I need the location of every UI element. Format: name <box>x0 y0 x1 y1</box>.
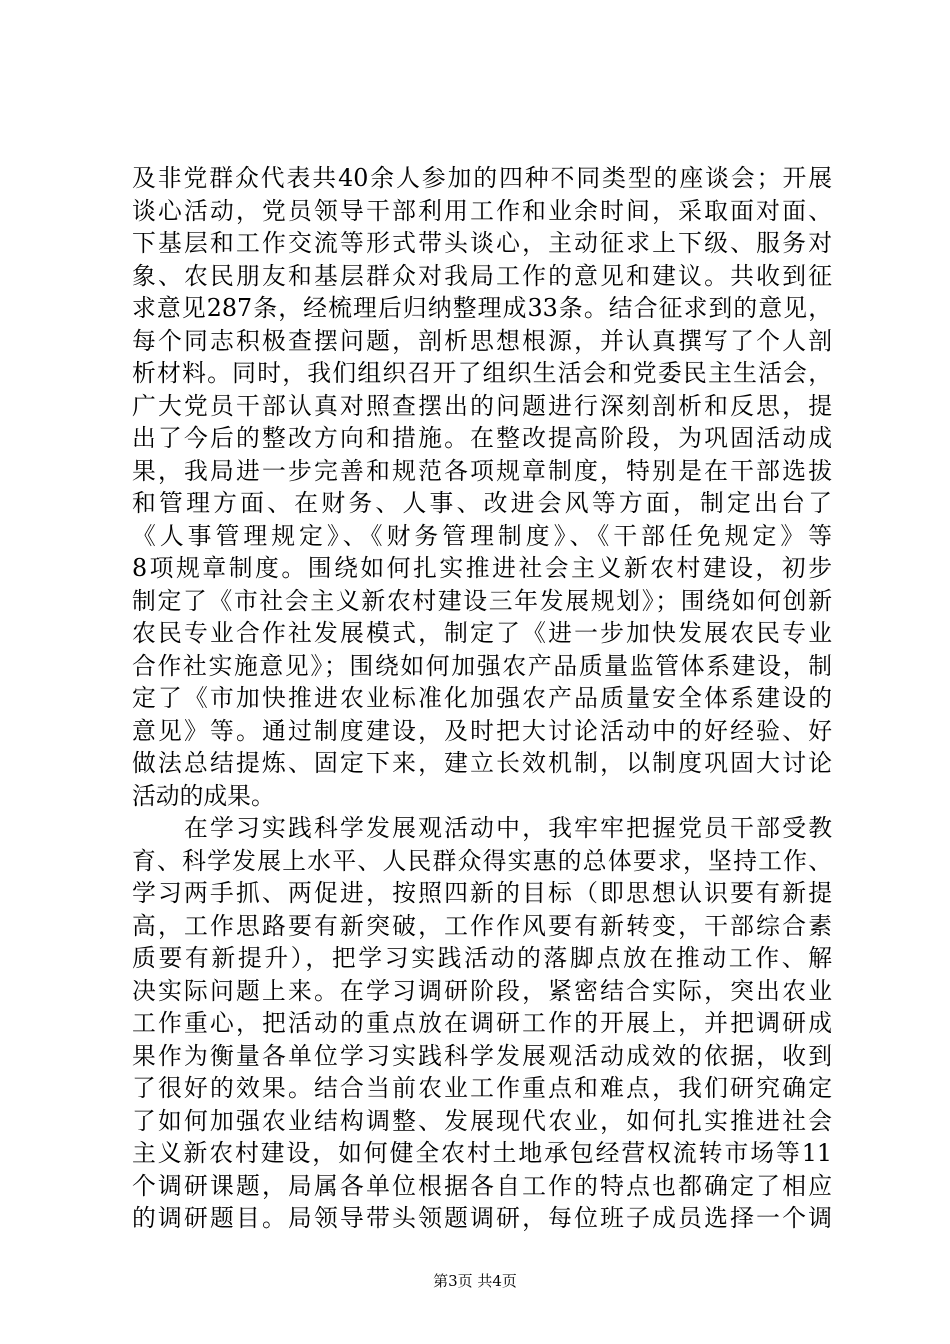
text-line: 果作为衡量各单位学习实践科学发展观活动成效的依据，收到 <box>132 1041 832 1070</box>
text-line: 意见》等。通过制度建设，及时把大讨论活动中的好经验、好 <box>132 716 832 745</box>
text-line: 合作社实施意见》；围绕如何加强农产品质量监管体系建设，制 <box>132 651 832 680</box>
text-line: 果，我局进一步完善和规范各项规章制度，特别是在干部选拔 <box>132 456 832 485</box>
text-line: 析材料。同时，我们组织召开了组织生活会和党委民主生活会， <box>132 359 832 387</box>
text-line: 广大党员干部认真对照查摆出的问题进行深刻剖析和反思，提 <box>132 391 832 420</box>
text-line: 了很好的效果。结合当前农业工作重点和难点，我们研究确定 <box>132 1074 832 1102</box>
text-line: 谈心活动，党员领导干部利用工作和业余时间，采取面对面、 <box>132 196 832 225</box>
text-line: 农民专业合作社发展模式，制定了《进一步加快发展农民专业 <box>132 619 832 647</box>
text-line: 《人事管理规定》、《财务管理制度》、《干部任免规定》等 <box>132 521 832 550</box>
text-line: 8项规章制度。围绕如何扎实推进社会主义新农村建设，初步 <box>132 554 832 582</box>
text-line: 决实际问题上来。在学习调研阶段，紧密结合实际，突出农业 <box>132 976 832 1005</box>
text-line: 求意见287条，经梳理后归纳整理成33条。结合征求到的意见， <box>132 294 832 322</box>
text-line: 高，工作思路要有新突破，工作作风要有新转变，干部综合素 <box>132 911 832 940</box>
text-line: 及非党群众代表共40余人参加的四种不同类型的座谈会；开展 <box>132 164 832 192</box>
text-line: 学习两手抓、两促进，按照四新的目标（即思想认识要有新提 <box>132 879 832 907</box>
text-line: 做法总结提炼、固定下来，建立长效机制，以制度巩固大讨论 <box>132 749 832 777</box>
page-footer: 第3页 共4页 <box>433 1272 517 1290</box>
text-line: 育、科学发展上水平、人民群众得实惠的总体要求，坚持工作、 <box>132 846 832 875</box>
text-line: 出了今后的整改方向和措施。在整改提高阶段，为巩固活动成 <box>132 424 832 452</box>
text-line: 定了《市加快推进农业标准化加强农产品质量安全体系建设的 <box>132 684 832 712</box>
text-line: 每个同志积极查摆问题，剖析思想根源，并认真撰写了个人剖 <box>132 326 832 355</box>
text-line: 了如何加强农业结构调整、发展现代农业，如何扎实推进社会 <box>132 1106 832 1135</box>
text-line: 活动的成果。 <box>132 781 275 810</box>
text-line: 主义新农村建设，如何健全农村土地承包经营权流转市场等11 <box>132 1139 832 1167</box>
text-line: 个调研课题，局属各单位根据各自工作的特点也都确定了相应 <box>132 1171 832 1200</box>
text-line: 工作重心，把活动的重点放在调研工作的开展上，并把调研成 <box>132 1009 832 1037</box>
text-line: 象、农民朋友和基层群众对我局工作的意见和建议。共收到征 <box>132 261 832 290</box>
text-line: 的调研题目。局领导带头领题调研，每位班子成员选择一个调 <box>132 1204 832 1232</box>
text-line: 质要有新提升），把学习实践活动的落脚点放在推动工作、解 <box>132 944 832 972</box>
body-text <box>132 162 832 1235</box>
text-line: 和管理方面、在财务、人事、改进会风等方面，制定出台了 <box>132 489 832 517</box>
text-line: 制定了《市社会主义新农村建设三年发展规划》；围绕如何创新 <box>132 586 832 615</box>
text-line: 在学习实践科学发展观活动中，我牢牢把握党员干部受教 <box>132 814 832 842</box>
text-line: 下基层和工作交流等形式带头谈心，主动征求上下级、服务对 <box>132 229 832 257</box>
